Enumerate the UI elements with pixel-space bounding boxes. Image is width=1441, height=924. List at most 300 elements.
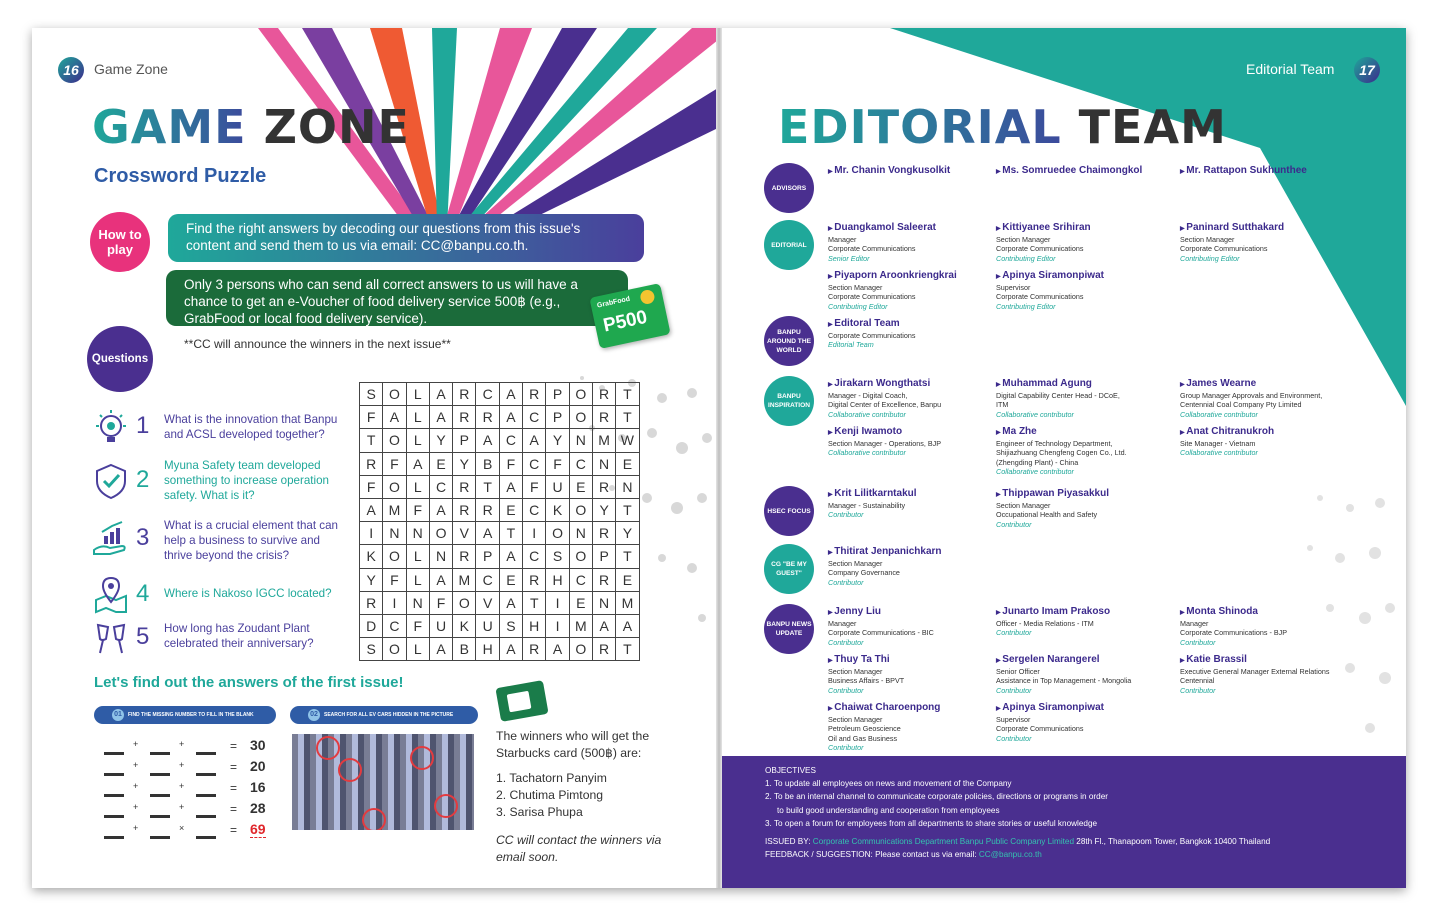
- objective-item: 3. To open a forum for employees from all departments to share stories or useful knowledge: [765, 818, 1098, 828]
- member-position: Section Manager: [996, 501, 1051, 510]
- equals-sign: =: [230, 802, 238, 816]
- role-badge: BANPU AROUND THE WORLD: [764, 316, 814, 366]
- puzzle-1-number: 01: [112, 709, 124, 721]
- answer-circles: [292, 734, 474, 830]
- equation-result: 20: [250, 758, 266, 774]
- equation-row: [104, 800, 272, 820]
- grid-cell: A: [383, 406, 406, 429]
- grid-cell: A: [499, 475, 522, 498]
- grid-cell: F: [360, 475, 383, 498]
- grid-cell: O: [569, 545, 592, 568]
- team-member: [996, 222, 1176, 263]
- grid-cell: I: [546, 591, 569, 614]
- member-position: Manager: [828, 235, 857, 244]
- member-role: Contributor: [996, 685, 1032, 695]
- grid-cell: I: [383, 591, 406, 614]
- grid-cell: M: [569, 614, 592, 637]
- grid-cell: Y: [453, 452, 476, 475]
- title-part-1: EDITORIAL: [778, 100, 1062, 154]
- equals-sign: =: [230, 760, 238, 774]
- charger-car-icon: [150, 781, 170, 797]
- equation-result: 16: [250, 779, 266, 795]
- title-part-2: ZONE: [263, 100, 410, 154]
- grid-cell: O: [383, 383, 406, 406]
- member-position: Section Manager: [996, 235, 1051, 244]
- page-title: [92, 100, 410, 154]
- feedback-label: FEEDBACK / SUGGESTION: Please contact us via email:: [765, 850, 977, 860]
- issued-by-address: 28th Fl., Thanapoom Tower, Bangkok 10400 Thailand: [1076, 837, 1271, 847]
- grid-cell: T: [616, 383, 639, 406]
- grid-cell: H: [546, 568, 569, 591]
- grid-cell: A: [499, 591, 522, 614]
- member-name: ▶ Junarto Imam Prakoso: [996, 606, 1176, 619]
- grid-cell: I: [546, 614, 569, 637]
- question-text: What is the innovation that Banpu and ACSL developed together?: [164, 413, 338, 441]
- grid-row: [360, 614, 640, 637]
- grid-cell: T: [616, 498, 639, 521]
- grid-cell: A: [476, 429, 499, 452]
- grid-cell: T: [616, 406, 639, 429]
- grid-cell: O: [383, 429, 406, 452]
- question-number: 2: [136, 466, 150, 493]
- growth-hand-icon: [92, 520, 130, 558]
- hidden-ev-cars-picture: [292, 734, 474, 830]
- grid-cell: R: [453, 475, 476, 498]
- page-title: [778, 100, 1227, 154]
- grid-cell: K: [546, 498, 569, 521]
- grid-cell: N: [406, 522, 429, 545]
- grid-cell: I: [523, 522, 546, 545]
- grid-cell: C: [429, 475, 452, 498]
- grid-cell: A: [429, 406, 452, 429]
- grid-cell: L: [406, 383, 429, 406]
- question-text: Myuna Safety team developed something to increase operation safety. What is it?: [164, 459, 329, 502]
- member-position: Corporate Communications: [828, 331, 916, 340]
- member-position: Section Manager: [828, 715, 883, 724]
- voucher-brand: GrabFood: [596, 295, 631, 310]
- member-name: ▶ Kittiyanee Srihiran: [996, 222, 1176, 235]
- member-position: Supervisor: [996, 715, 1031, 724]
- member-name: ▶ Paninard Sutthakard: [1180, 222, 1360, 235]
- winner-item: 1. Tachatorn Panyim: [496, 771, 607, 785]
- grid-cell: L: [406, 545, 429, 568]
- editorial-team-page: [720, 28, 1406, 888]
- grid-cell: B: [453, 638, 476, 661]
- grid-cell: F: [383, 568, 406, 591]
- grid-cell: F: [360, 406, 383, 429]
- grid-cell: C: [383, 614, 406, 637]
- grid-row: [360, 429, 640, 452]
- role-badge: ADVISORS: [764, 163, 814, 213]
- member-name: ▶ Kenji Iwamoto: [828, 426, 1008, 439]
- member-position: Centennial: [1180, 676, 1215, 686]
- team-member: [1180, 165, 1360, 178]
- grid-cell: R: [453, 383, 476, 406]
- feedback-line: [765, 848, 1406, 861]
- grid-row: [360, 591, 640, 614]
- member-position: Corporate Communications: [1180, 244, 1268, 254]
- member-position: Corporate Communications: [996, 244, 1084, 254]
- grid-cell: S: [360, 638, 383, 661]
- grid-cell: U: [546, 475, 569, 498]
- magazine-spread: [32, 28, 1406, 888]
- member-position: Section Manager: [828, 559, 883, 568]
- starbucks-card-image: [495, 680, 548, 722]
- charger-car-icon: [104, 802, 124, 818]
- team-member: [828, 546, 1008, 587]
- grid-cell: O: [569, 406, 592, 429]
- grid-cell: P: [546, 383, 569, 406]
- answers-title: Let's find out the answers of the first issue!: [94, 674, 404, 691]
- member-position: Assistance in Top Management - Mongolia: [996, 676, 1132, 686]
- grid-cell: M: [592, 429, 615, 452]
- member-name: ▶ Sergelen Narangerel: [996, 654, 1176, 667]
- grid-cell: P: [476, 545, 499, 568]
- grid-cell: E: [616, 452, 639, 475]
- page-label: Game Zone: [94, 61, 168, 77]
- grid-cell: Y: [360, 568, 383, 591]
- grid-cell: L: [406, 475, 429, 498]
- member-role: Contributing Editor: [996, 301, 1056, 311]
- operator: +: [133, 781, 139, 791]
- team-member: [828, 318, 1008, 350]
- grid-cell: R: [592, 522, 615, 545]
- charger-car-icon: [150, 739, 170, 755]
- title-part-1: GAME: [92, 100, 247, 154]
- grid-cell: C: [569, 568, 592, 591]
- member-name: ▶ Jirakarn Wongthatsi: [828, 378, 1008, 391]
- grid-cell: T: [476, 475, 499, 498]
- question-item: [92, 456, 352, 506]
- champagne-icon: [92, 619, 130, 657]
- member-role: Collaborative contributor: [828, 448, 906, 458]
- member-position: Group Manager Approvals and Environment,: [1180, 391, 1323, 400]
- member-position: Senior Officer: [996, 667, 1040, 676]
- team-member: [996, 270, 1176, 311]
- instruction-banner: Find the right answers by decoding our questions from this issue's content and send them to us via email: CC@banpu.co.th.: [168, 214, 644, 262]
- member-role: Contributor: [1180, 637, 1216, 647]
- grid-cell: A: [429, 638, 452, 661]
- charger-car-icon: [196, 739, 216, 755]
- question-text: Where is Nakoso IGCC located?: [164, 587, 332, 600]
- member-name: ▶ Duangkamol Saleerat: [828, 222, 1008, 235]
- member-position: Manager - Digital Coach,: [828, 391, 908, 400]
- section-subtitle: Crossword Puzzle: [94, 165, 267, 187]
- grid-cell: A: [406, 452, 429, 475]
- member-position: ITM: [996, 400, 1009, 410]
- winner-item: 3. Sarisa Phupa: [496, 805, 583, 819]
- how-to-play-badge: How to play: [90, 212, 150, 272]
- member-position: Business Affairs - BPVT: [828, 676, 905, 686]
- grid-cell: S: [499, 614, 522, 637]
- grid-cell: O: [569, 383, 592, 406]
- grid-cell: L: [406, 429, 429, 452]
- member-role: Contributor: [996, 733, 1032, 743]
- lightbulb-icon: [92, 408, 130, 446]
- grid-cell: E: [499, 498, 522, 521]
- game-zone-page: [32, 28, 718, 888]
- member-role: Collaborative contributor: [996, 467, 1074, 477]
- charger-car-icon: [150, 760, 170, 776]
- member-position: Digital Capability Center Head - DCoE,: [996, 391, 1120, 400]
- grid-cell: P: [453, 429, 476, 452]
- member-position: Section Manager - Operations, BJP: [828, 439, 942, 448]
- grid-cell: L: [406, 638, 429, 661]
- question-item: [92, 613, 352, 663]
- title-part-2: TEAM: [1078, 100, 1227, 154]
- grid-cell: O: [383, 638, 406, 661]
- member-name: ▶ Katie Brassil: [1180, 654, 1360, 667]
- equals-sign: =: [230, 823, 238, 837]
- member-position: Manager - Sustainability: [828, 501, 906, 510]
- member-position: Corporate Communications: [828, 292, 916, 302]
- grid-cell: A: [429, 568, 452, 591]
- member-position: Section Manager: [1180, 235, 1235, 244]
- operator: +: [133, 823, 139, 833]
- grid-cell: C: [523, 452, 546, 475]
- grid-cell: V: [476, 591, 499, 614]
- member-role: Contributor: [828, 510, 864, 520]
- grid-cell: R: [592, 383, 615, 406]
- grid-cell: O: [429, 522, 452, 545]
- member-position: Manager: [828, 619, 857, 628]
- questions-badge: Questions: [87, 326, 153, 392]
- member-position: Centennial Coal Company Pty Limited: [1180, 400, 1302, 410]
- team-member: [1180, 654, 1360, 695]
- grid-cell: A: [429, 383, 452, 406]
- winners-note: CC will contact the winners via email soon.: [496, 833, 662, 864]
- grid-cell: P: [592, 545, 615, 568]
- grid-cell: Y: [429, 429, 452, 452]
- charger-car-icon: [104, 760, 124, 776]
- issued-by-org: Corporate Communications Department Banpu Public Company Limited: [812, 837, 1075, 847]
- question-text: What is a crucial element that can help a business to survive and thrive beyond the crisis?: [164, 519, 338, 562]
- member-name: ▶ Chaiwat Charoenpong: [828, 702, 1008, 715]
- grid-cell: N: [569, 522, 592, 545]
- grid-cell: O: [569, 638, 592, 661]
- grid-cell: C: [476, 383, 499, 406]
- grid-cell: R: [592, 406, 615, 429]
- member-name: ▶ Anat Chitranukroh: [1180, 426, 1360, 439]
- winners-list: [496, 770, 607, 821]
- member-name: ▶ Jenny Liu: [828, 606, 1008, 619]
- grid-cell: N: [429, 545, 452, 568]
- team-member: [828, 378, 1008, 419]
- grid-cell: L: [406, 568, 429, 591]
- voucher-amount: P500: [601, 306, 650, 337]
- operator: +: [179, 739, 185, 749]
- voucher-logo-icon: [639, 289, 656, 306]
- grid-cell: C: [569, 452, 592, 475]
- member-position: Corporate Communications - BIC: [828, 628, 934, 638]
- puzzle-2-label: [290, 706, 478, 724]
- grid-cell: M: [383, 498, 406, 521]
- grid-cell: R: [523, 568, 546, 591]
- grid-row: [360, 568, 640, 591]
- team-member: [1180, 606, 1360, 647]
- grid-cell: O: [546, 522, 569, 545]
- objective-item: 1. To update all employees on news and movement of the Company: [765, 779, 1012, 789]
- team-member: [828, 702, 1008, 753]
- grid-row: [360, 475, 640, 498]
- question-number: 1: [136, 412, 150, 439]
- member-position: Manager: [1180, 619, 1209, 628]
- member-role: Contributor: [996, 519, 1032, 529]
- grid-cell: V: [453, 522, 476, 545]
- page-gutter: [716, 28, 722, 888]
- equation-result: 30: [250, 737, 266, 753]
- member-name: ▶ Muhammad Agung: [996, 378, 1176, 391]
- operator: ×: [179, 823, 185, 833]
- grid-cell: R: [592, 475, 615, 498]
- grid-cell: C: [523, 406, 546, 429]
- grid-cell: F: [499, 452, 522, 475]
- issued-by-line: [765, 835, 1406, 848]
- grid-cell: T: [499, 522, 522, 545]
- role-badge: BANPU INSPIRATION: [764, 376, 814, 426]
- member-position: Company Governance: [828, 568, 900, 578]
- grid-cell: W: [616, 429, 639, 452]
- member-name: ▶ Editoral Team: [828, 318, 1008, 331]
- question-item: [92, 402, 352, 452]
- grid-cell: N: [383, 522, 406, 545]
- issued-by-label: ISSUED BY:: [765, 837, 811, 847]
- grid-cell: M: [616, 591, 639, 614]
- member-role: Collaborative contributor: [828, 409, 906, 419]
- member-name: ▶ Thippawan Piyasakkul: [996, 488, 1176, 501]
- operator: +: [179, 760, 185, 770]
- objective-item: 2. To be an internal channel to communicate corporate policies, directions or programs in order: [765, 792, 1108, 802]
- equation-result: 69: [250, 821, 266, 837]
- grid-row: [360, 498, 640, 521]
- grid-cell: P: [546, 406, 569, 429]
- member-position: Oil and Gas Business: [828, 733, 898, 743]
- charger-car-icon: [196, 823, 216, 839]
- team-member: [996, 606, 1176, 638]
- grid-cell: E: [499, 568, 522, 591]
- member-name: ▶ James Wearne: [1180, 378, 1360, 391]
- grid-cell: R: [453, 545, 476, 568]
- charger-car-icon: [150, 823, 170, 839]
- grid-cell: A: [499, 383, 522, 406]
- grid-cell: Y: [616, 522, 639, 545]
- member-position: Shijiazhuang Chengfeng Cogen Co., Ltd.: [996, 448, 1127, 458]
- team-member: [996, 702, 1176, 743]
- grid-cell: A: [499, 406, 522, 429]
- winner-item: 2. Chutima Pimtong: [496, 788, 604, 802]
- role-badge: EDITORIAL: [764, 220, 814, 270]
- grid-cell: R: [453, 406, 476, 429]
- grid-cell: T: [523, 591, 546, 614]
- equation-row: [104, 821, 272, 841]
- grid-cell: I: [360, 522, 383, 545]
- grid-cell: A: [360, 498, 383, 521]
- member-role: Contributing Editor: [996, 253, 1056, 263]
- grid-cell: T: [616, 545, 639, 568]
- grid-cell: A: [523, 429, 546, 452]
- grid-cell: F: [406, 614, 429, 637]
- grid-row: [360, 406, 640, 429]
- member-role: Contributor: [996, 628, 1032, 638]
- grid-cell: E: [429, 452, 452, 475]
- member-position: Engineer of Technology Department,: [996, 439, 1113, 448]
- grid-cell: R: [360, 452, 383, 475]
- grid-cell: T: [616, 638, 639, 661]
- grid-row: [360, 545, 640, 568]
- grid-cell: D: [360, 614, 383, 637]
- grid-row: [360, 383, 640, 406]
- grid-cell: F: [546, 452, 569, 475]
- member-role: Contributing Editor: [1180, 253, 1240, 263]
- charger-car-icon: [196, 802, 216, 818]
- map-pin-icon: [92, 576, 130, 614]
- team-member: [1180, 222, 1360, 263]
- member-role: Collaborative contributor: [1180, 448, 1258, 458]
- charger-car-icon: [104, 781, 124, 797]
- grid-cell: R: [592, 568, 615, 591]
- grid-cell: K: [453, 614, 476, 637]
- grid-cell: F: [523, 475, 546, 498]
- winners-intro: The winners who will get the Starbucks card (500฿) are:: [496, 729, 650, 760]
- page-number: 16: [58, 57, 84, 83]
- member-position: Supervisor: [996, 283, 1031, 292]
- grid-row: [360, 638, 640, 661]
- member-position: Digital Center of Excellence, Banpu: [828, 400, 942, 410]
- question-number: 4: [136, 580, 150, 607]
- team-member: [828, 654, 1008, 695]
- team-member: [1180, 426, 1360, 458]
- member-position: Section Manager: [828, 283, 883, 292]
- grid-cell: R: [523, 383, 546, 406]
- grid-cell: U: [429, 614, 452, 637]
- member-name: ▶ Thitirat Jenpanichkarn: [828, 546, 1008, 559]
- charger-car-icon: [104, 823, 124, 839]
- member-name: ▶ Thuy Ta Thi: [828, 654, 1008, 667]
- objective-item: to build good understanding and cooperation from employees: [777, 805, 1000, 815]
- team-member: [996, 488, 1176, 529]
- grid-cell: A: [592, 614, 615, 637]
- member-name: ▶ Mr. Chanin Vongkusolkit: [828, 165, 1008, 178]
- team-member: [828, 222, 1008, 263]
- team-member: [828, 270, 1008, 311]
- member-role: Contributor: [828, 685, 864, 695]
- grid-cell: E: [569, 475, 592, 498]
- feedback-email[interactable]: CC@banpu.co.th: [978, 850, 1042, 860]
- grid-cell: R: [453, 498, 476, 521]
- grid-row: [360, 452, 640, 475]
- role-badge: CG "BE MY GUEST": [764, 544, 814, 594]
- operator: +: [133, 802, 139, 812]
- grid-cell: C: [476, 568, 499, 591]
- member-position: Executive General Manager External Relations: [1180, 667, 1330, 676]
- team-member: [1180, 378, 1360, 419]
- puzzle-1-label: [94, 706, 276, 724]
- grid-cell: N: [592, 452, 615, 475]
- member-position: Site Manager - Vietnam: [1180, 439, 1256, 448]
- grid-cell: L: [406, 406, 429, 429]
- grid-cell: N: [616, 475, 639, 498]
- operator: +: [133, 739, 139, 749]
- member-position: (Zhengding Plant) - China: [996, 457, 1079, 467]
- grid-cell: S: [360, 383, 383, 406]
- grid-cell: A: [499, 545, 522, 568]
- member-name: ▶ Ms. Somruedee Chaimongkol: [996, 165, 1176, 178]
- grid-row: [360, 522, 640, 545]
- member-name: ▶ Krit Lilitkarntakul: [828, 488, 1008, 501]
- member-position: Petroleum Geoscience: [828, 724, 901, 734]
- equation-row: [104, 779, 272, 799]
- grid-cell: C: [499, 429, 522, 452]
